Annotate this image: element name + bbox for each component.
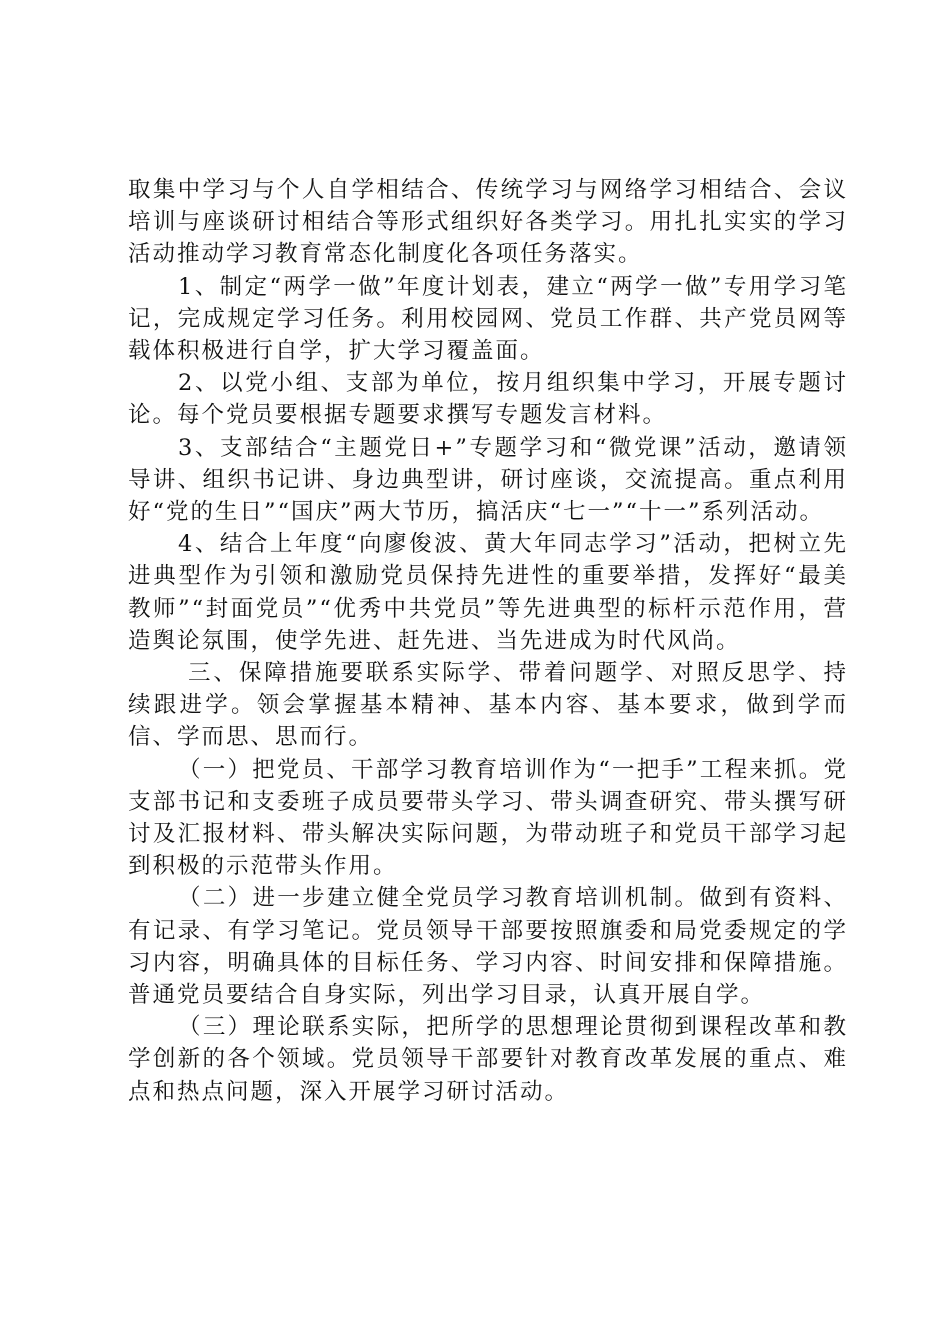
document-body [128,174,848,1108]
paragraph-sub-2: （二）进一步建立健全党员学习教育培训机制。做到有资料、有记录、有学习笔记。党员领导干部要按照旗委和局党委规定的学习内容，明确具体的目标任务、学习内容、时间安排和保障措施。普通党员要结合自身实际，列出学习目录，认真开展自学。 [128,885,848,1009]
paragraph-continuation: 取集中学习与个人自学相结合、传统学习与网络学习相结合、会议培训与座谈研讨相结合等形式组织好各类学习。用扎扎实实的学习活动推动学习教育常态化制度化各项任务落实。 [128,177,848,268]
paragraph-item-3: 3、支部结合“主题党日+”专题学习和“微党课”活动，邀请领导讲、组织书记讲、身边典型讲，研讨座谈，交流提高。重点利用好“党的生日”“国庆”两大节历，搞活庆“七一”“十一”系列活动。 [128,434,848,526]
paragraph-sub-3: （三）理论联系实际，把所学的思想理论贯彻到课程改革和教学创新的各个领域。党员领导干部要针对教育改革发展的重点、难点和热点问题，深入开展学习研讨活动。 [128,1014,848,1105]
paragraph-item-1: 1、制定“两学一做”年度计划表，建立“两学一做”专用学习笔记，完成规定学习任务。利用校园网、党员工作群、共产党员网等载体积极进行自学，扩大学习覆盖面。 [128,273,848,365]
paragraph-item-2: 2、以党小组、支部为单位，按月组织集中学习，开展专题讨论。每个党员要根据专题要求撰写专题发言材料。 [128,370,848,429]
paragraph-item-4: 4、结合上年度“向廖俊波、黄大年同志学习”活动，把树立先进典型作为引领和激励党员保持先进性的重要举措，发挥好“最美教师”“封面党员”“优秀中共党员”等先进典型的标杆示范作用，营造舆论氛围，使学先进、赶先进、当先进成为时代风尚。 [128,531,848,654]
paragraph-section-3: 三、保障措施要联系实际学、带着问题学、对照反思学、持续跟进学。领会掌握基本精神、基本内容、基本要求，做到学而信、学而思、思而行。 [128,660,848,751]
paragraph-sub-1: （一）把党员、干部学习教育培训作为“一把手”工程来抓。党支部书记和支委班子成员要带头学习、带头调查研究、带头撰写研讨及汇报材料、带头解决实际问题，为带动班子和党员干部学习起到积极的示范带头作用。 [128,756,848,880]
